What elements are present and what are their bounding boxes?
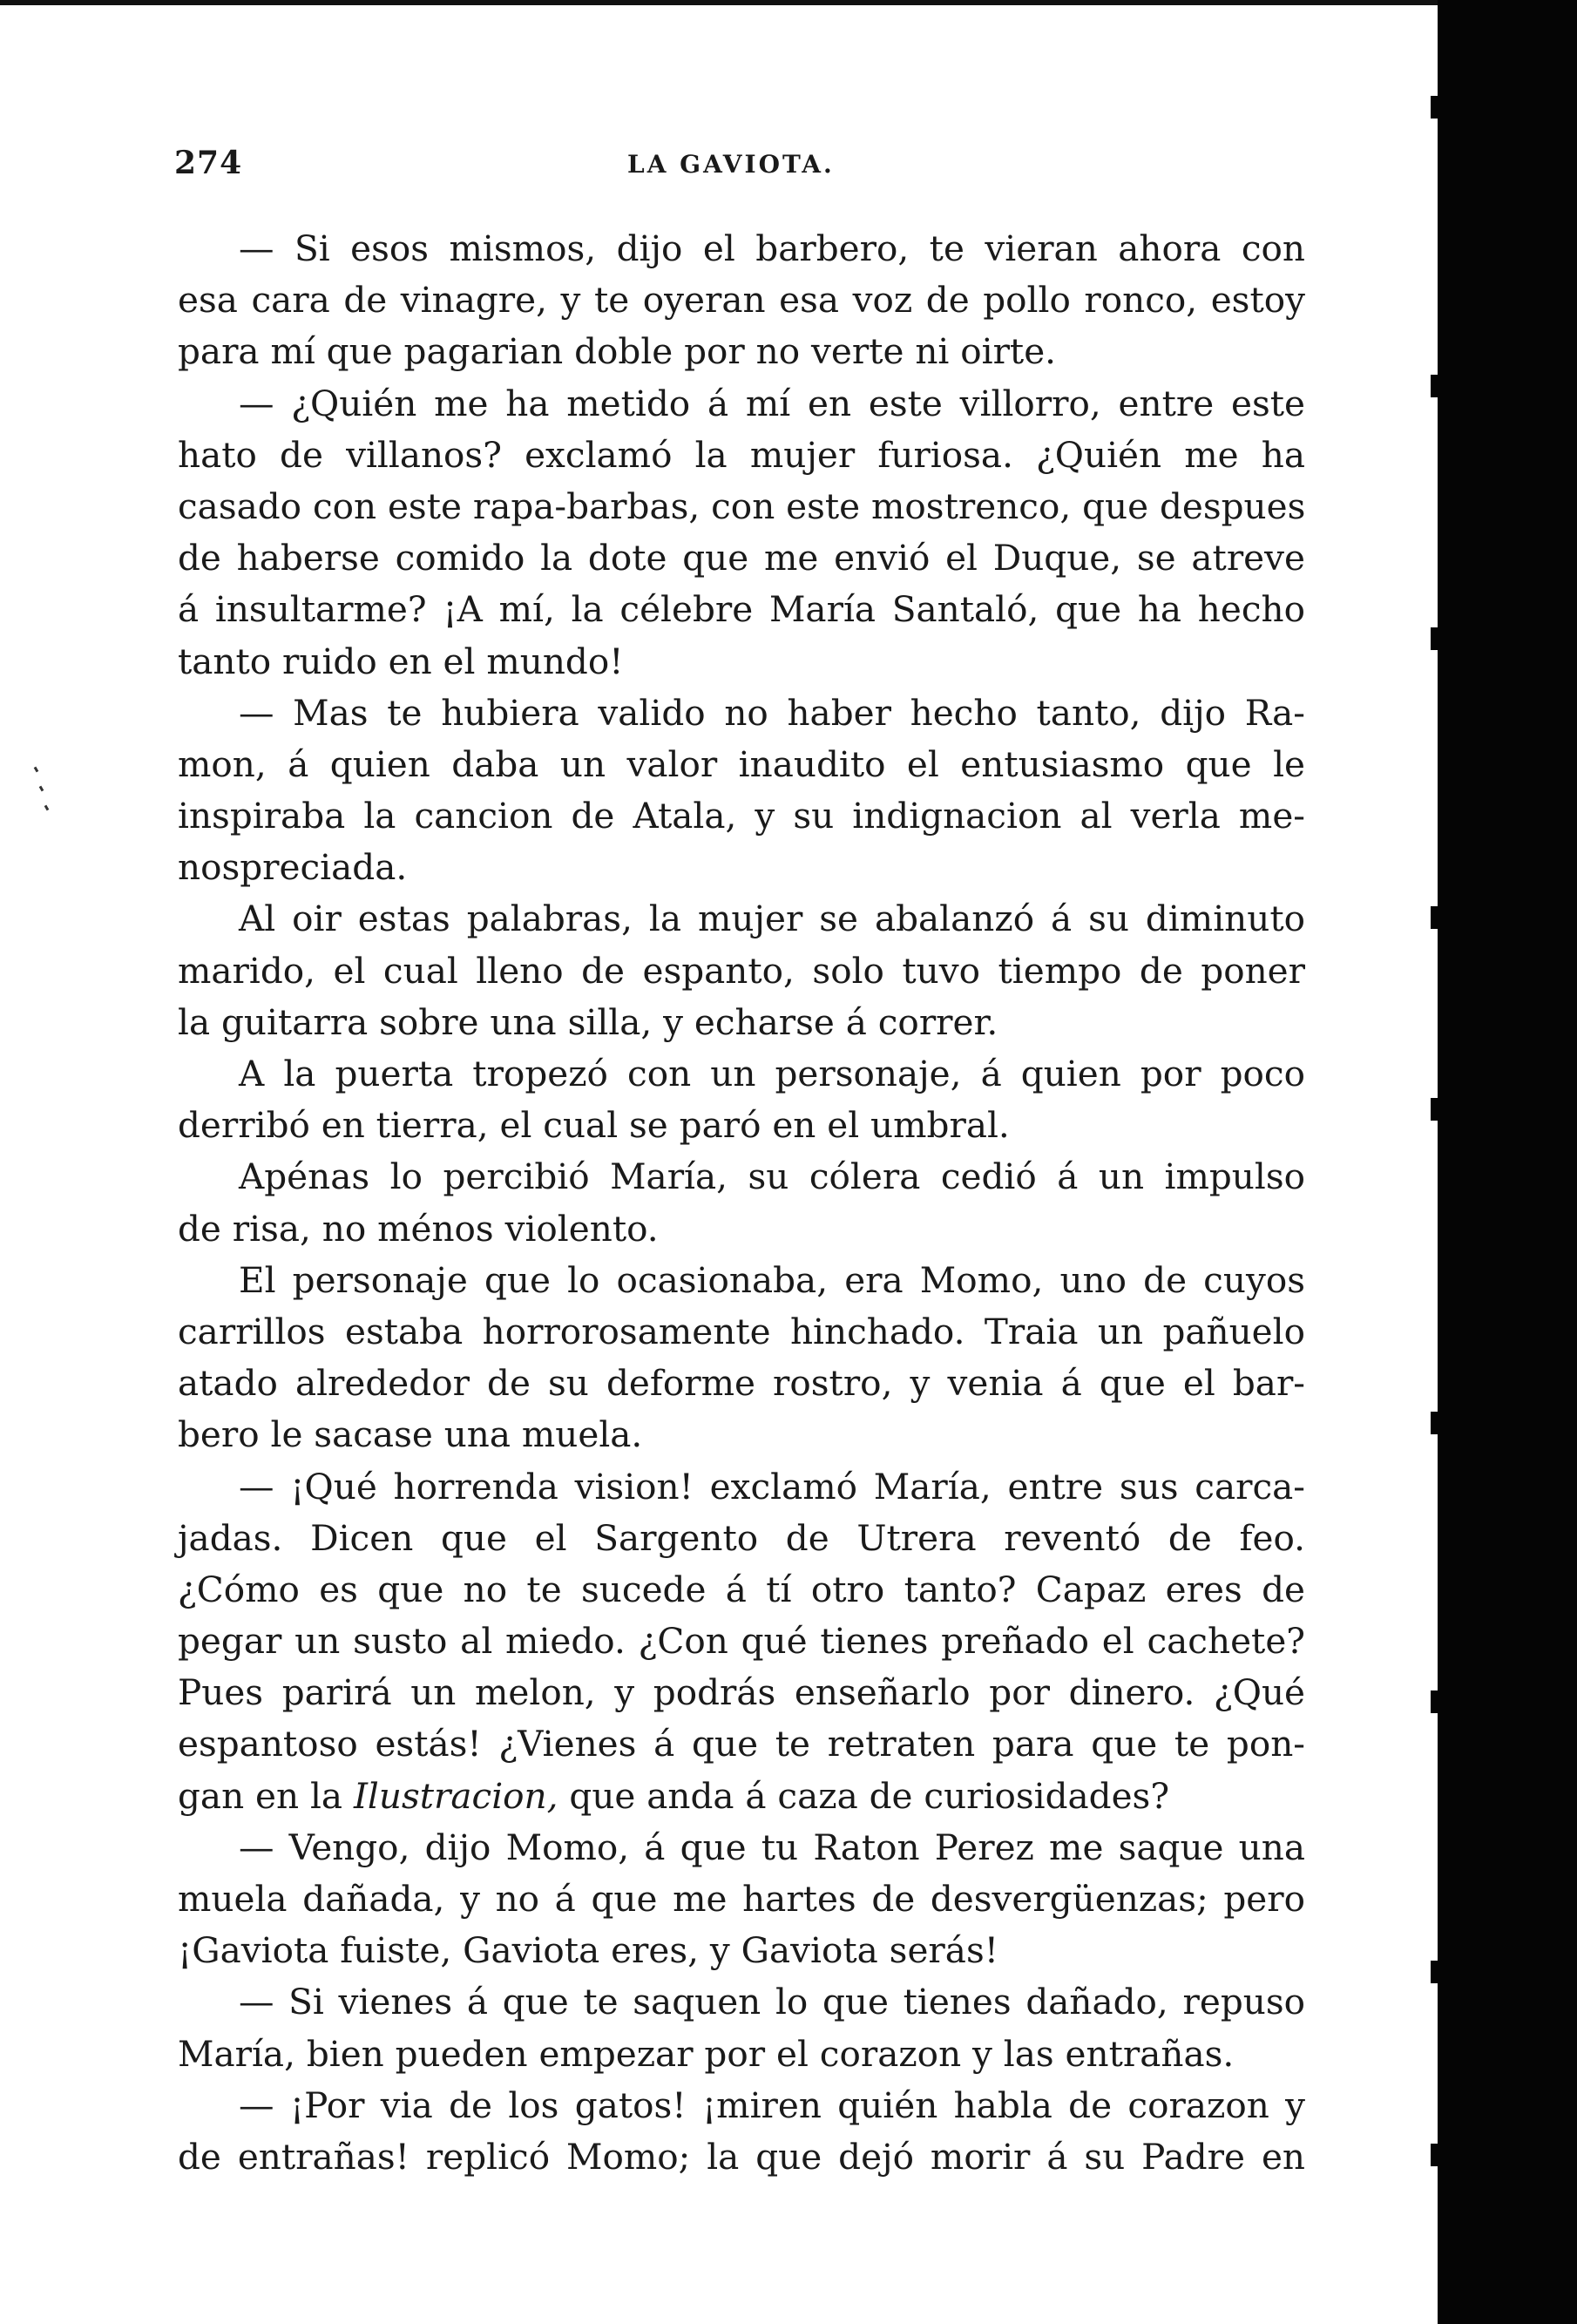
text-line: — Si esos mismos, dijo el barbero, te vieran ahora con	[239, 227, 1305, 269]
scan-notch	[1431, 1412, 1441, 1434]
speck	[44, 805, 50, 811]
text-line: muela dañada, y no á que me hartes de desvergüenzas; pero	[178, 1878, 1305, 1920]
scan-notch	[1431, 1961, 1441, 1983]
text-line: — Si vienes á que te saquen lo que tienes dañado, repuso	[239, 1981, 1305, 2023]
text-line: Pues parirá un melon, y podrás enseñarlo por dinero. ¿Qué	[178, 1671, 1305, 1714]
scan-notch	[1431, 906, 1441, 929]
text-line: — ¡Qué horrenda vision! exclamó María, entre sus carca-	[239, 1465, 1305, 1508]
text-line: inspiraba la cancion de Atala, y su indignacion al verla me-	[178, 795, 1305, 837]
italic-title: Ilustracion,	[353, 1774, 558, 1817]
text-line: A la puerta tropezó con un personaje, á quien por poco	[239, 1053, 1305, 1094]
scan-notch	[1431, 1098, 1441, 1121]
text-line: tanto ruido en el mundo!	[178, 640, 624, 682]
scan-right-edge	[1438, 0, 1577, 2324]
text-line: Al oir estas palabras, la mujer se abalanzó á su diminuto	[239, 898, 1305, 940]
text-line: — Mas te hubiera valido no haber hecho tanto, dijo Ra-	[239, 691, 1305, 734]
text-line: de haberse comido la dote que me envió el Duque, se atreve	[178, 537, 1305, 579]
running-title: LA GAVIOTA.	[627, 150, 835, 179]
text-line: — ¡Por via de los gatos! ¡miren quién habla de corazon y	[239, 2083, 1305, 2126]
text-line: mon, á quien daba un valor inaudito el entusiasmo que le	[178, 742, 1305, 785]
text-line: para mí que pagarian doble por no verte ni oirte.	[178, 330, 1057, 373]
text-line: derribó en tierra, el cual se paró en el umbral.	[178, 1104, 1010, 1147]
text-line: atado alrededor de su deforme rostro, y venia á que el bar-	[178, 1362, 1305, 1405]
text-line: hato de villanos? exclamó la mujer furiosa. ¿Quién me ha	[178, 433, 1305, 476]
text-line: ¡Gaviota fuiste, Gaviota eres, y Gaviota serás!	[178, 1929, 999, 1972]
margin-specks	[26, 767, 61, 819]
text-line: — Vengo, dijo Momo, á que tu Raton Perez me saque una	[239, 1826, 1305, 1868]
scan-top-edge	[0, 0, 1438, 5]
text-line: Apénas lo percibió María, su cólera cedió á un impulso	[239, 1155, 1305, 1198]
text-line: casado con este rapa-barbas, con este mostrenco, que despues	[178, 484, 1306, 527]
speck	[39, 786, 44, 792]
text-line: esa cara de vinagre, y te oyeran esa voz de pollo ronco, estoy	[178, 279, 1305, 322]
text-fragment: gan en la	[178, 1774, 354, 1817]
text-fragment: que anda á caza de curiosidades?	[558, 1774, 1170, 1817]
text-line: El personaje que lo ocasionaba, era Momo, uno de cuyos	[239, 1258, 1305, 1301]
text-line: bero le sacase una muela.	[178, 1413, 643, 1456]
scan-notch	[1431, 1690, 1441, 1713]
scan-notch	[1431, 375, 1441, 397]
text-line: nospreciada.	[178, 846, 408, 889]
scan-notch	[1431, 2144, 1441, 2166]
text-line: pegar un susto al miedo. ¿Con qué tienes preñado el cachete?	[178, 1620, 1305, 1663]
text-line: la guitarra sobre una silla, y echarse á correr.	[178, 1000, 998, 1043]
page-header	[174, 145, 1307, 188]
text-line: — ¿Quién me ha metido á mí en este villorro, entre este	[239, 382, 1305, 424]
scan-notch	[1431, 96, 1441, 119]
text-line	[178, 1771, 1305, 1822]
text-line: á insultarme? ¡A mí, la célebre María Santaló, que ha hecho	[178, 588, 1305, 631]
text-line: María, bien pueden empezar por el corazon y las entrañas.	[178, 2032, 1235, 2075]
text-line: de risa, no ménos violento.	[178, 1207, 659, 1250]
page-number: 274	[174, 145, 243, 181]
text-line: marido, el cual lleno de espanto, solo tuvo tiempo de poner	[178, 949, 1305, 992]
text-line: de entrañas! replicó Momo; la que dejó morir á su Padre en	[178, 2135, 1305, 2178]
text-line: carrillos estaba horrorosamente hinchado. Traia un pañuelo	[178, 1310, 1305, 1352]
text-line: jadas. Dicen que el Sargento de Utrera reventó de feo.	[178, 1516, 1305, 1559]
speck	[34, 767, 39, 773]
scan-notch	[1431, 627, 1441, 650]
body-text	[178, 223, 1305, 2183]
text-line: ¿Cómo es que no te sucede á tí otro tanto? Capaz eres de	[178, 1568, 1305, 1610]
text-line: espantoso estás! ¿Vienes á que te retraten para que te pon-	[178, 1723, 1305, 1765]
